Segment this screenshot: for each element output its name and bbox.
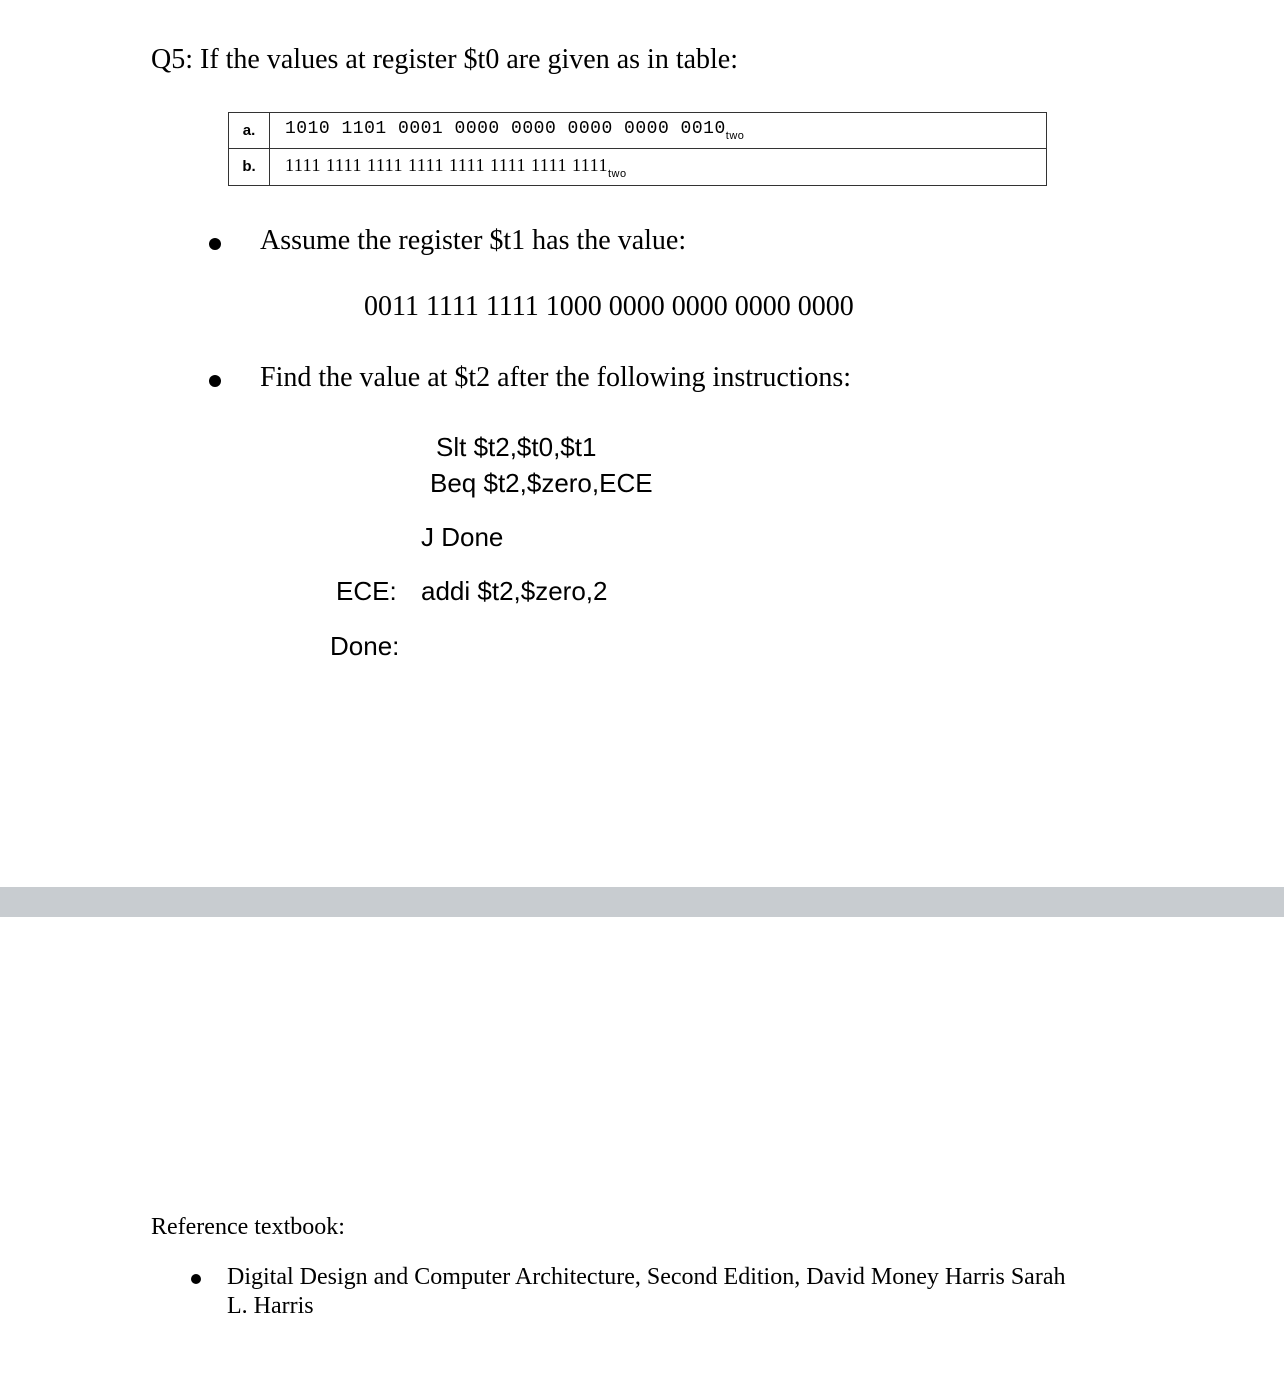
binary-value: 1010 1101 0001 0000 0000 0000 0000 0010 bbox=[285, 119, 726, 139]
code-label-ece: ECE: bbox=[336, 576, 397, 606]
row-value bbox=[285, 119, 745, 142]
code-line-beq: Beq $t2,$zero,ECE bbox=[430, 468, 653, 498]
assume-text: Assume the register $t1 has the value: bbox=[260, 225, 687, 256]
t1-value: 0011 1111 1111 1000 0000 0000 0000 0000 bbox=[364, 291, 854, 322]
table-row bbox=[229, 113, 1046, 149]
code-line-slt: Slt $t2,$t0,$t1 bbox=[436, 432, 597, 462]
find-text: Find the value at $t2 after the following instructions: bbox=[260, 362, 851, 393]
reference-item-line1: Digital Design and Computer Architecture, Second Edition, David Money Harris Sarah bbox=[227, 1264, 1066, 1290]
table-row bbox=[229, 149, 1046, 185]
row-label: a. bbox=[229, 113, 270, 148]
binary-value: 1111 1111 1111 1111 1111 1111 1111 1111 bbox=[285, 155, 608, 175]
bullet-dot bbox=[209, 238, 221, 250]
code-line-addi: addi $t2,$zero,2 bbox=[421, 576, 608, 606]
base-subscript: two bbox=[725, 130, 745, 142]
reference-heading: Reference textbook: bbox=[151, 1214, 345, 1240]
row-label: b. bbox=[229, 149, 270, 185]
register-table bbox=[228, 112, 1047, 186]
code-label-done: Done: bbox=[330, 631, 400, 661]
page-separator bbox=[0, 887, 1284, 917]
question-title: Q5: If the values at register $t0 are given as in table: bbox=[151, 44, 739, 75]
bullet-dot bbox=[209, 375, 221, 387]
reference-item-line2: L. Harris bbox=[227, 1293, 314, 1319]
row-value bbox=[285, 155, 627, 180]
code-line-jump: J Done bbox=[421, 522, 504, 552]
base-subscript: two bbox=[607, 168, 627, 180]
bullet-dot bbox=[191, 1274, 201, 1284]
